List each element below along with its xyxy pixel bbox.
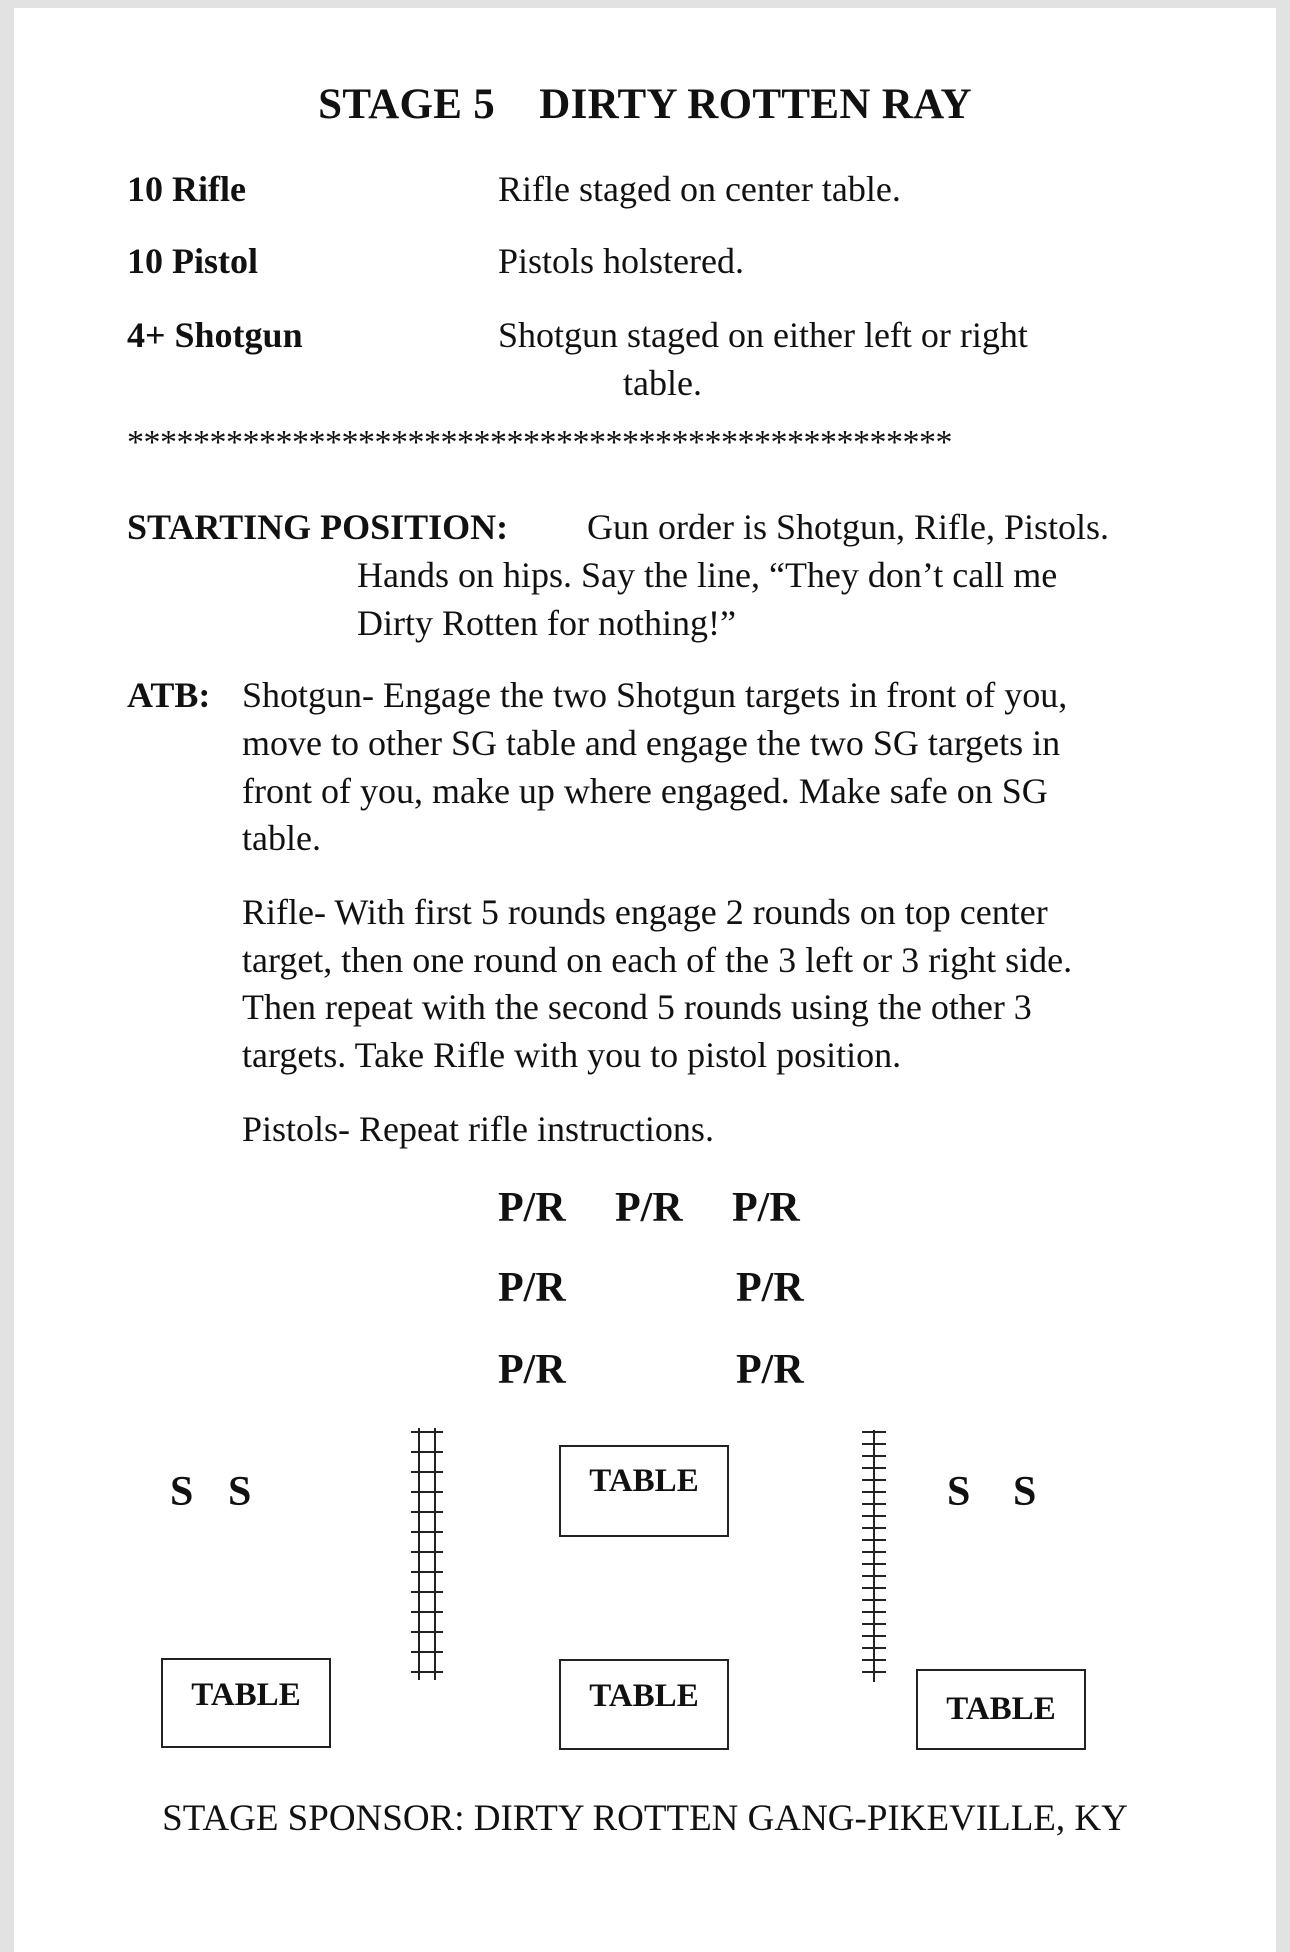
table-right bbox=[916, 1669, 1086, 1750]
document-page bbox=[14, 8, 1276, 1952]
separator-line: ************************************************** bbox=[127, 424, 952, 461]
stage-sponsor: STAGE SPONSOR: DIRTY ROTTEN GANG-PIKEVILLE, KY bbox=[162, 1798, 1128, 1839]
atb-pistol-line: Pistols- Repeat rifle instructions. bbox=[242, 1109, 714, 1149]
table-label: TABLE bbox=[946, 1691, 1056, 1727]
atb-rifle-line: Then repeat with the second 5 rounds using the other 3 bbox=[242, 987, 1032, 1027]
pr-target-top-right: P/R bbox=[732, 1185, 800, 1231]
gun-desc-shotgun-cont: table. bbox=[623, 363, 702, 403]
atb-shotgun-line: Shotgun- Engage the two Shotgun targets in front of you, bbox=[242, 675, 1068, 715]
fence-right bbox=[854, 1420, 894, 1690]
stage-title: STAGE 5 DIRTY ROTTEN RAY bbox=[318, 81, 972, 128]
shotgun-target-right-2: S bbox=[1013, 1469, 1037, 1515]
atb-shotgun-line: move to other SG table and engage the two SG targets in bbox=[242, 723, 1061, 763]
gun-desc-rifle: Rifle staged on center table. bbox=[498, 169, 901, 209]
gun-label-rifle: 10 Rifle bbox=[127, 169, 246, 209]
pr-target-low-right: P/R bbox=[736, 1347, 804, 1393]
atb-rifle-line: targets. Take Rifle with you to pistol position. bbox=[242, 1035, 902, 1075]
table-label: TABLE bbox=[589, 1678, 699, 1714]
atb-shotgun-line: table. bbox=[242, 818, 321, 858]
table-label: TABLE bbox=[191, 1676, 301, 1713]
table-center-bottom bbox=[559, 1659, 729, 1750]
shotgun-target-right-1: S bbox=[947, 1469, 971, 1515]
starting-position-label: STARTING POSITION: bbox=[127, 507, 509, 547]
table-left bbox=[161, 1658, 331, 1748]
atb-rifle-line: target, then one round on each of the 3 left or 3 right side. bbox=[242, 940, 1073, 980]
fence-left bbox=[409, 1418, 449, 1688]
shotgun-target-left-1: S bbox=[170, 1469, 194, 1515]
pr-target-mid-left: P/R bbox=[498, 1265, 566, 1311]
pr-target-top-center: P/R bbox=[615, 1185, 683, 1231]
starting-position-line: Hands on hips. Say the line, “They don’t call me bbox=[357, 555, 1058, 595]
atb-label: ATB: bbox=[127, 675, 211, 715]
gun-desc-pistol: Pistols holstered. bbox=[498, 241, 745, 281]
gun-label-pistol: 10 Pistol bbox=[127, 241, 258, 281]
atb-shotgun-line: front of you, make up where engaged. Make safe on SG bbox=[242, 771, 1048, 811]
table-center-top bbox=[559, 1445, 729, 1537]
pr-target-top-left: P/R bbox=[498, 1185, 566, 1231]
starting-position-line: Dirty Rotten for nothing!” bbox=[357, 603, 736, 643]
starting-position-line: Gun order is Shotgun, Rifle, Pistols. bbox=[587, 507, 1110, 547]
gun-label-shotgun: 4+ Shotgun bbox=[127, 315, 303, 355]
atb-rifle-line: Rifle- With first 5 rounds engage 2 rounds on top center bbox=[242, 892, 1048, 932]
gun-desc-shotgun: Shotgun staged on either left or right bbox=[498, 315, 1028, 355]
pr-target-low-left: P/R bbox=[498, 1347, 566, 1393]
pr-target-mid-right: P/R bbox=[736, 1265, 804, 1311]
shotgun-target-left-2: S bbox=[228, 1469, 252, 1515]
table-label: TABLE bbox=[589, 1462, 699, 1499]
